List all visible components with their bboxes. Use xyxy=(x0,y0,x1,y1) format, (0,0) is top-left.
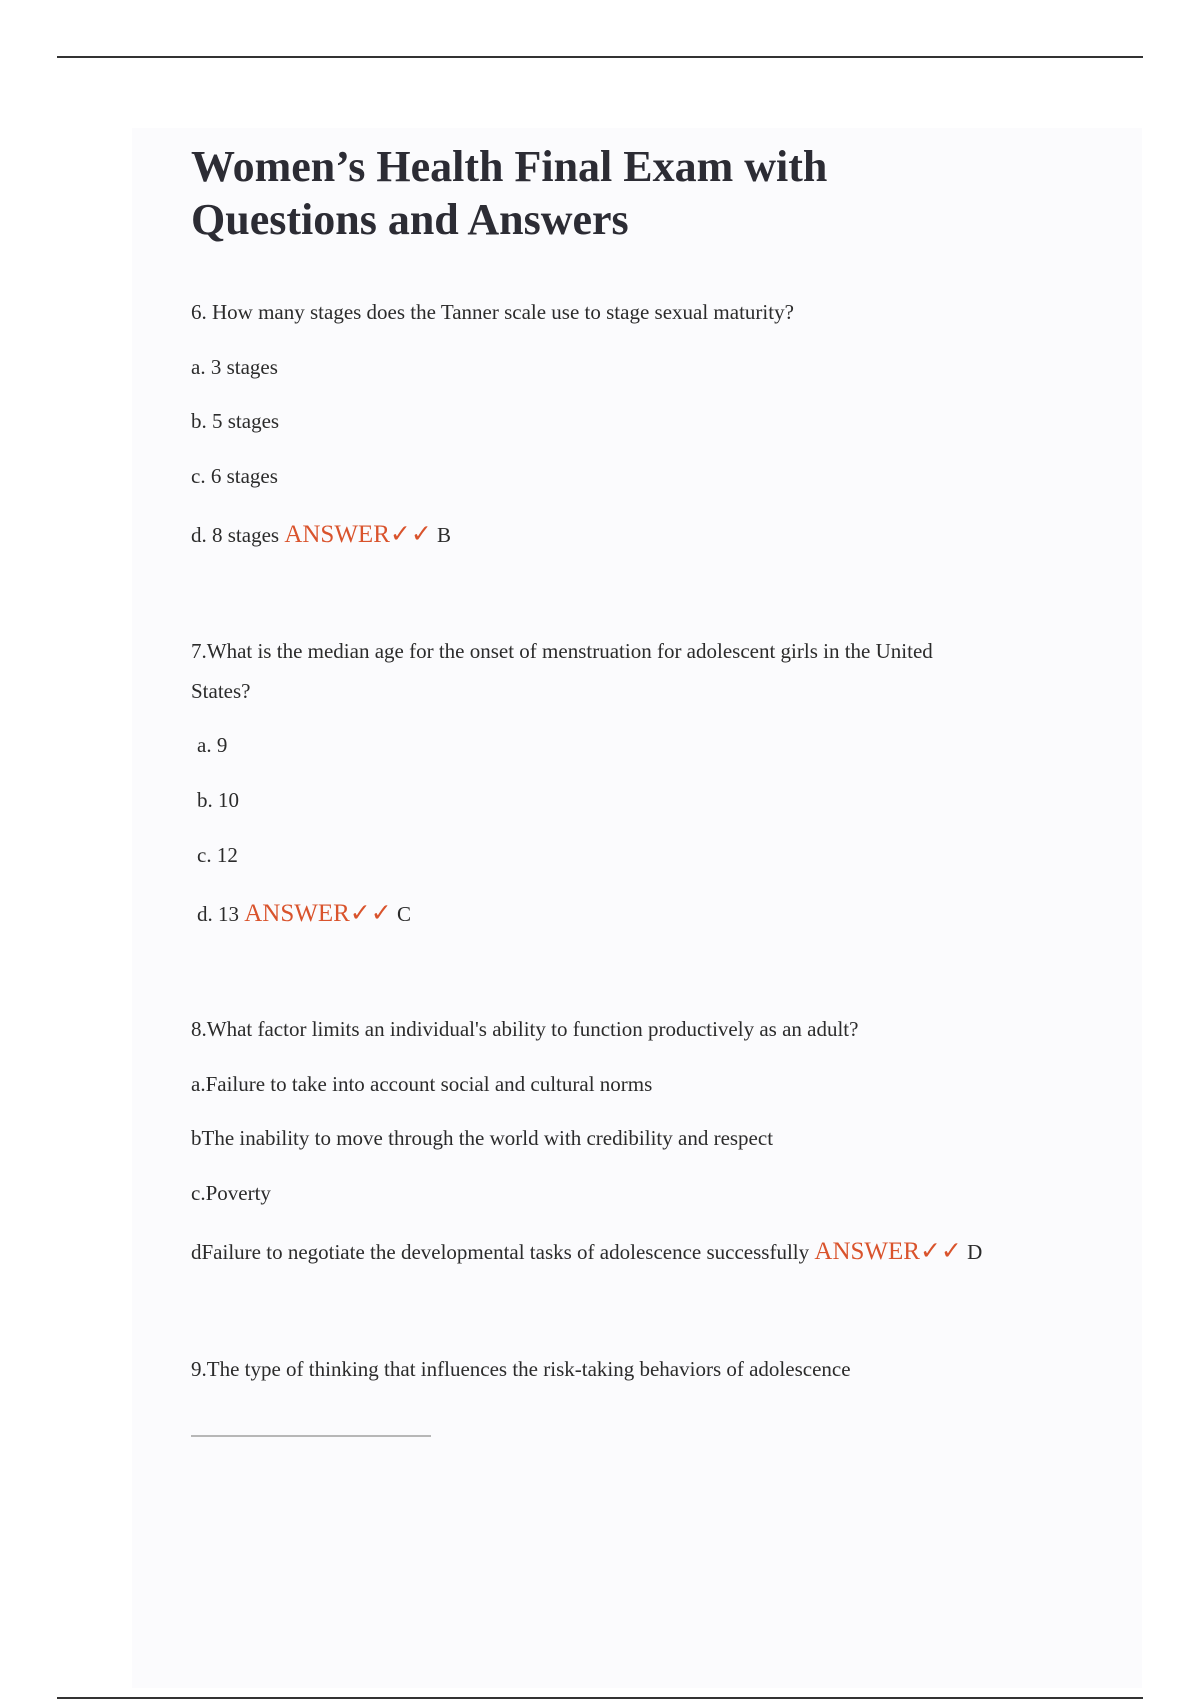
option-d-text: dFailure to negotiate the developmental tasks of adolescence successfully xyxy=(191,1240,810,1264)
question-stem-line-2: States? xyxy=(191,679,251,703)
question-stem: 9.The type of thinking that influences the risk-taking behaviors of adolescence xyxy=(191,1357,851,1381)
option-d xyxy=(197,901,411,927)
answer-label: ANSWER✓✓ xyxy=(814,1238,962,1265)
answer-value: B xyxy=(437,523,452,547)
answer-value: C xyxy=(396,902,411,926)
top-rule xyxy=(57,56,1143,58)
document-title xyxy=(191,140,991,246)
question-stem: 6. How many stages does the Tanner scale use to stage sexual maturity? xyxy=(191,300,794,324)
option-c: c.Poverty xyxy=(191,1181,271,1205)
bottom-rule xyxy=(57,1697,1143,1699)
question-stem-line-1: 7.What is the median age for the onset of menstruation for adolescent girls in the United xyxy=(191,639,933,663)
title-line-1: Women’s Health Final Exam with xyxy=(191,142,828,191)
option-d-text: d. 13 xyxy=(197,902,239,926)
option-d-text: d. 8 stages xyxy=(191,523,280,547)
option-d xyxy=(191,522,451,548)
option-c: c. 12 xyxy=(197,843,238,867)
answer-value: D xyxy=(967,1240,983,1264)
option-b: bThe inability to move through the world with credibility and respect xyxy=(191,1126,774,1150)
answer-label: ANSWER✓✓ xyxy=(244,900,392,927)
option-a: a.Failure to take into account social and cultural norms xyxy=(191,1072,653,1096)
option-c: c. 6 stages xyxy=(191,464,278,488)
option-a: a. 3 stages xyxy=(191,355,278,379)
option-a: a. 9 xyxy=(197,733,228,757)
footnote-divider xyxy=(191,1435,431,1437)
option-b: b. 5 stages xyxy=(191,409,280,433)
option-b: b. 10 xyxy=(197,788,239,812)
question-stem: 8.What factor limits an individual's ability to function productively as an adult? xyxy=(191,1017,859,1041)
answer-label: ANSWER✓✓ xyxy=(284,521,432,548)
title-line-2: Questions and Answers xyxy=(191,195,629,244)
option-d xyxy=(191,1239,982,1265)
